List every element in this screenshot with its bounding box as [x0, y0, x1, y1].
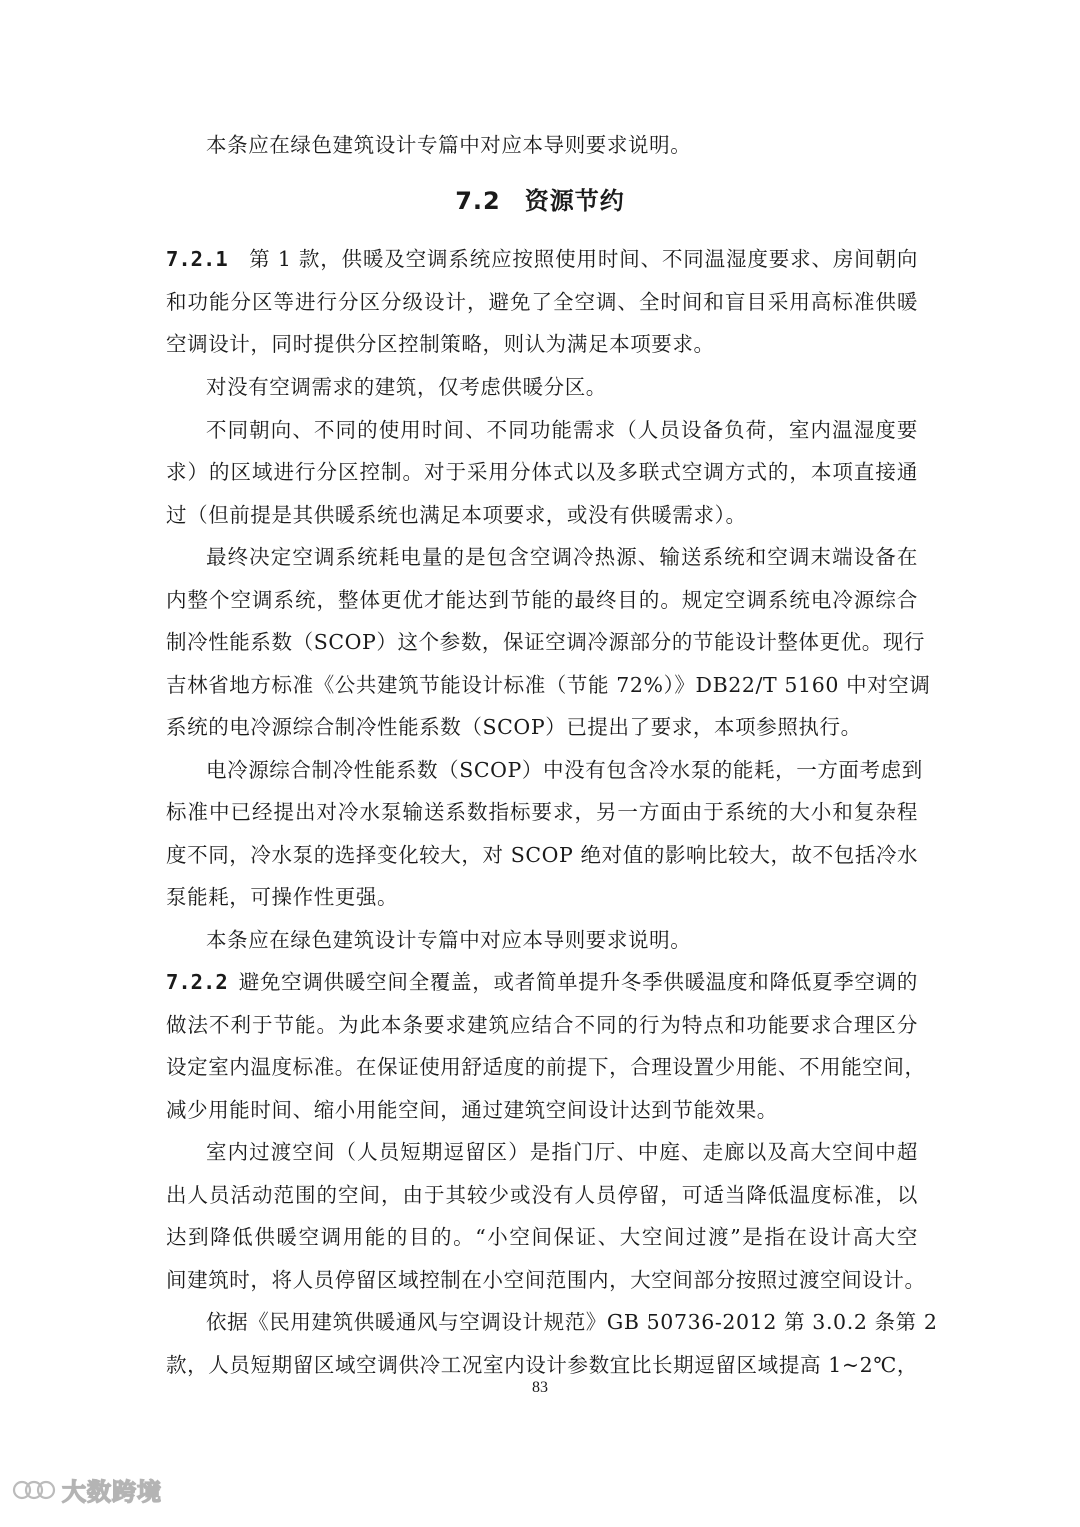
- clause-number: 7.2.2: [166, 970, 228, 994]
- section-number: 7.2: [455, 187, 501, 215]
- page-number: 83: [532, 1379, 548, 1396]
- text-line: 系统的电冷源综合制冷性能系数（SCOP）已提出了要求，本项参照执行。: [166, 715, 862, 739]
- watermark: [12, 1472, 162, 1507]
- text-line: 对没有空调需求的建筑，仅考虑供暖分区。: [206, 375, 607, 399]
- text-line: 标准中已经提出对冷水泵输送系数指标要求，另一方面由于系统的大小和复杂程: [166, 800, 918, 824]
- text-line: 和功能分区等进行分区分级设计，避免了全空调、全时间和盲目采用高标准供暖: [166, 290, 918, 314]
- text-line: 求）的区域进行分区控制。对于采用分体式以及多联式空调方式的，本项直接通: [166, 460, 918, 484]
- text-line: 度不同，冷水泵的选择变化较大，对 SCOP 绝对值的影响比较大，故不包括冷水: [166, 843, 919, 867]
- text-line: 制冷性能系数（SCOP）这个参数，保证空调冷源部分的节能设计整体更优。现行: [166, 630, 926, 654]
- text-line: 第 1 款，供暖及空调系统应按照使用时间、不同温湿度要求、房间朝向: [248, 247, 918, 271]
- text-line: 出人员活动范围的空间，由于其较少或没有人员停留，可适当降低温度标准，以: [166, 1183, 918, 1207]
- text-line: 室内过渡空间（人员短期逗留区）是指门厅、中庭、走廊以及高大空间中超: [206, 1140, 918, 1164]
- text-line: 本条应在绿色建筑设计专篇中对应本导则要求说明。: [206, 928, 692, 952]
- text-line: 达到降低供暖空调用能的目的。“小空间保证、大空间过渡”是指在设计高大空: [166, 1225, 918, 1249]
- clause-7-2-2-line-1: [166, 967, 918, 997]
- text-line: 最终决定空调系统耗电量的是包含空调冷热源、输送系统和空调末端设备在: [206, 545, 918, 569]
- text-line: 做法不利于节能。为此本条要求建筑应结合不同的行为特点和功能要求合理区分: [166, 1013, 918, 1037]
- clause-7-2-1-line-1: [166, 244, 918, 274]
- text-line: 依据《民用建筑供暖通风与空调设计规范》GB 50736-2012 第 3.0.2 条第 2: [206, 1310, 938, 1334]
- watermark-text: 大数跨境: [62, 1478, 162, 1506]
- intro-paragraph: 本条应在绿色建筑设计专篇中对应本导则要求说明。: [206, 133, 692, 157]
- text-line: 吉林省地方标准《公共建筑节能设计标准（节能 72%）》DB22/T 5160 中对空调: [166, 673, 931, 697]
- text-line: 避免空调供暖空间全覆盖，或者简单提升冬季供暖温度和降低夏季空调的: [238, 970, 918, 994]
- section-heading: [0, 184, 1080, 218]
- text-line: 设定室内温度标准。在保证使用舒适度的前提下，合理设置少用能、不用能空间，: [166, 1055, 926, 1079]
- text-line: 内整个空调系统，整体更优才能达到节能的最终目的。规定空调系统电冷源综合: [166, 588, 918, 612]
- text-line: 款，人员短期留区域空调供冷工况室内设计参数宜比长期逗留区域提高 1~2℃，: [166, 1353, 918, 1377]
- text-line: 间建筑时，将人员停留区域控制在小空间范围内，大空间部分按照过渡空间设计。: [166, 1268, 926, 1292]
- section-title: 资源节约: [524, 187, 625, 215]
- brand-logo-icon: [12, 1475, 56, 1505]
- text-line: 泵能耗，可操作性更强。: [166, 885, 399, 909]
- text-line: 减少用能时间、缩小用能空间，通过建筑空间设计达到节能效果。: [166, 1098, 778, 1122]
- text-line: 不同朝向、不同的使用时间、不同功能需求（人员设备负荷，室内温湿度要: [206, 418, 918, 442]
- text-line: 过（但前提是其供暖系统也满足本项要求，或没有供暖需求）。: [166, 503, 747, 527]
- text-line: 空调设计，同时提供分区控制策略，则认为满足本项要求。: [166, 332, 715, 356]
- text-line: 电冷源综合制冷性能系数（SCOP）中没有包含冷水泵的能耗，一方面考虑到: [206, 758, 923, 782]
- clause-number: 7.2.1: [166, 247, 228, 271]
